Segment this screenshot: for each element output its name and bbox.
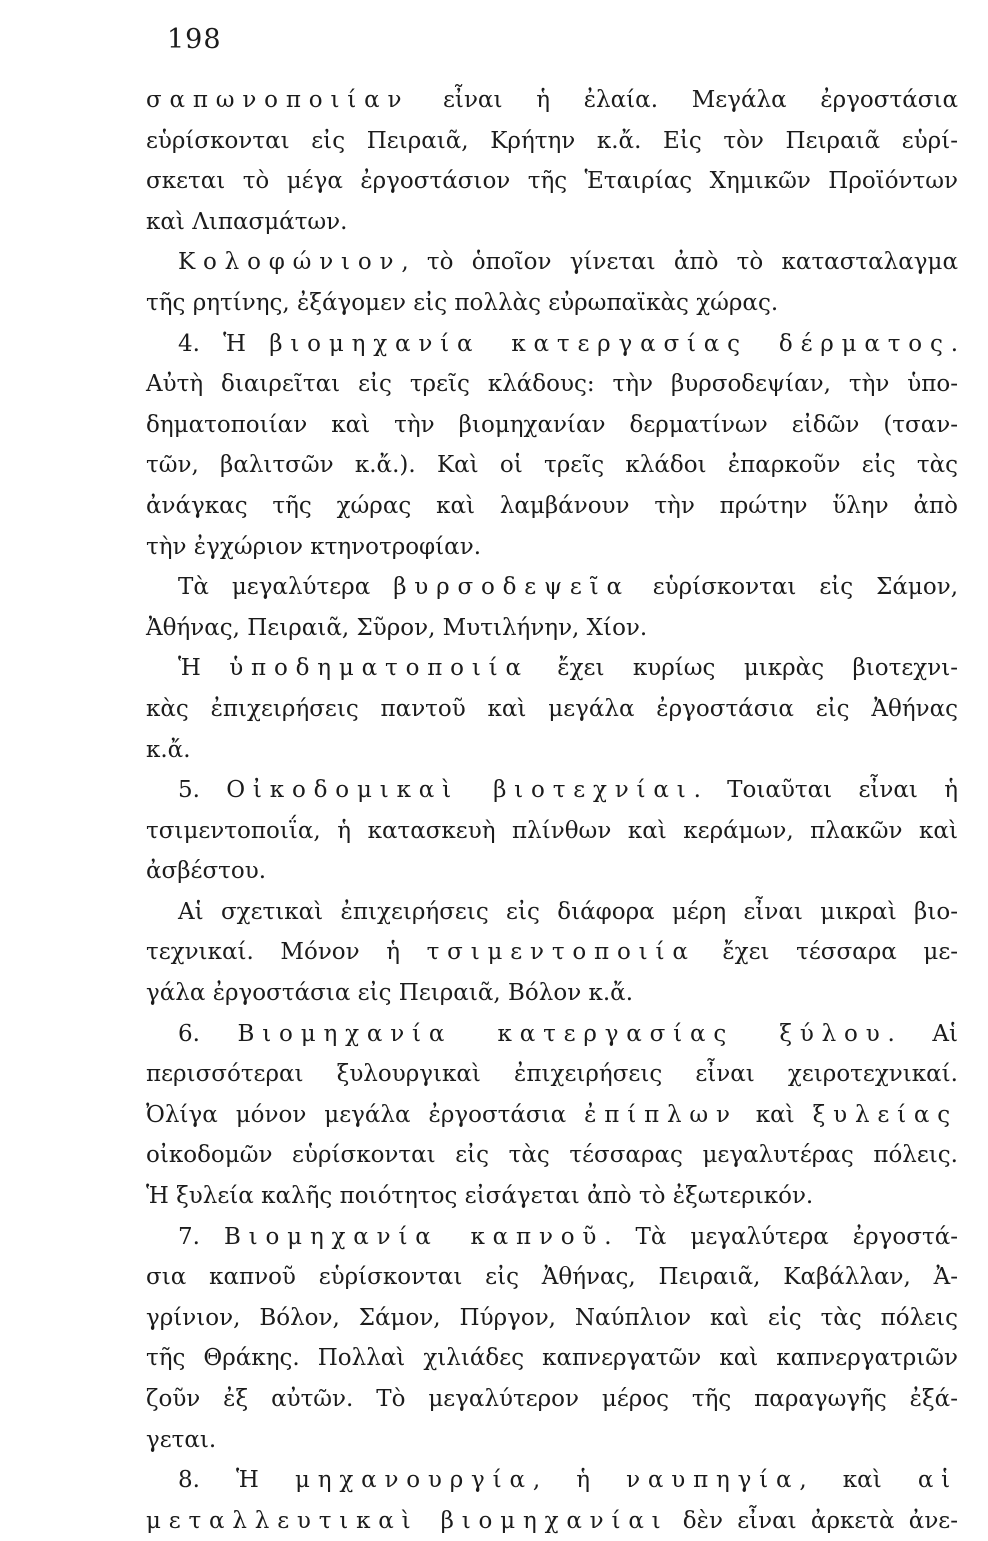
spaced-emphasis-text: μηχανουργία: [294, 1467, 533, 1494]
text-segment: Ἀθήνας, Πειραιᾶ, Σῦρον, Μυτιλήνην, Χίον.: [146, 614, 648, 641]
text-line: [146, 1135, 958, 1176]
text-line: [146, 121, 958, 162]
text-line: [146, 851, 958, 892]
text-line: [146, 567, 958, 608]
text-line: [146, 730, 958, 771]
text-segment: . Τὰ μεγαλύτερα ἐργοστά-: [604, 1223, 958, 1250]
text-line: [146, 932, 958, 973]
text-line: [146, 1460, 958, 1501]
page-number: 198: [167, 24, 222, 55]
text-line: [146, 242, 958, 283]
text-segment: δηματοποιίαν καὶ τὴν βιομηχανίαν δερματίνων εἰδῶν (τσαν-: [146, 411, 958, 438]
text-line: [146, 445, 958, 486]
text-segment: καὶ: [737, 1101, 813, 1128]
spaced-emphasis-text: Βιομηχανία καπνοῦ: [223, 1223, 605, 1250]
text-segment: Τὰ μεγαλύτερα: [178, 574, 394, 601]
text-segment: τῶν, βαλιτσῶν κ.ἄ.). Καὶ οἱ τρεῖς κλάδοι ἐπαρκοῦν εἰς τὰς: [146, 452, 958, 479]
spaced-emphasis-text: βυρσοδεψεῖα: [393, 574, 630, 601]
text-segment: ἔχει τέσσαρα με-: [695, 939, 959, 966]
text-segment: τσιμεντοποιΐα, ἡ κατασκευὴ πλίνθων καὶ κεράμων, πλακῶν καὶ: [146, 817, 958, 844]
text-segment: . Αἱ: [887, 1020, 958, 1047]
text-segment: .: [950, 330, 958, 357]
text-segment: τῆς Θράκης. Πολλαὶ χιλιάδες καπνεργατῶν καὶ καπνεργατριῶν: [146, 1345, 958, 1372]
spaced-emphasis-text: ναυπηγία: [626, 1467, 800, 1494]
text-segment: εὑρίσκονται εἰς Πειραιᾶ, Κρήτην κ.ἄ. Εἰς τὸν Πειραιᾶ εὑρί-: [146, 127, 958, 154]
spaced-emphasis-text: μεταλλευτικαὶ βιομηχανίαι: [146, 1507, 669, 1534]
text-segment: ἔχει κυρίως μικρὰς βιοτεχνι-: [528, 655, 959, 682]
text-line: [146, 486, 958, 527]
text-segment: δὲν εἶναι ἀρκετὰ ἀνε-: [668, 1507, 958, 1534]
text-line: [146, 364, 958, 405]
text-segment: , καὶ: [799, 1467, 918, 1494]
text-line: [146, 1095, 958, 1136]
text-segment: καὶ Λιπασμάτων.: [146, 208, 348, 235]
text-segment: 7.: [178, 1223, 224, 1250]
text-line: [146, 1257, 958, 1298]
spaced-emphasis-text: σαπωνοποιίαν: [146, 87, 410, 113]
text-segment: 8. Ἡ: [178, 1467, 295, 1494]
text-segment: οἰκοδομῶν εὑρίσκονται εἰς τὰς τέσσαρας μεγαλυτέρας πόλεις.: [146, 1142, 958, 1169]
text-segment: , τὸ ὁποῖον γίνεται ἀπὸ τὸ κατασταλαγμα: [401, 249, 958, 276]
text-segment: , ἡ: [532, 1467, 627, 1494]
text-line: [146, 1054, 958, 1095]
spaced-emphasis-text: Βιομηχανία κατεργασίας ξύλου: [237, 1020, 888, 1047]
spaced-emphasis-text: Κολοφώνιον: [178, 249, 402, 276]
text-segment: . Τοιαῦται εἶναι ἡ: [693, 777, 958, 804]
text-segment: ἀσβέστου.: [146, 858, 267, 885]
text-line: [146, 648, 958, 689]
text-segment: γάλα ἐργοστάσια εἰς Πειραιᾶ, Βόλον κ.ἄ.: [146, 980, 634, 1007]
text-segment: εὑρίσκονται εἰς Σάμον,: [629, 574, 959, 601]
spaced-emphasis-text: ἐπίπλων: [584, 1101, 738, 1128]
text-line: [146, 1338, 958, 1379]
text-line: [146, 1217, 958, 1258]
text-line: [146, 689, 958, 730]
text-line: [146, 1176, 958, 1217]
text-line: [146, 405, 958, 446]
text-segment: κ.ἄ.: [146, 736, 191, 763]
text-segment: περισσότεραι ξυλουργικαὶ ἐπιχειρήσεις εἶναι χειροτεχνικαί.: [146, 1061, 958, 1088]
text-segment: Αὐτὴ διαιρεῖται εἰς τρεῖς κλάδους: τὴν βυρσοδεψίαν, τὴν ὑπο-: [146, 371, 958, 398]
spaced-emphasis-text: Οἰκοδομικαὶ βιοτεχνίαι: [226, 777, 694, 804]
text-segment: τὴν ἐγχώριον κτηνοτροφίαν.: [146, 533, 482, 560]
spaced-emphasis-text: ὑποδηματοποιία: [229, 655, 529, 682]
text-segment: σια καπνοῦ εὑρίσκονται εἰς Ἀθήνας, Πειραιᾶ, Καβάλλαν, Ἀ-: [146, 1264, 958, 1291]
text-line: [146, 973, 958, 1014]
text-line: [146, 283, 958, 324]
text-segment: Ἡ ξυλεία καλῆς ποιότητος εἰσάγεται ἀπὸ τὸ ἐξωτερικόν.: [146, 1183, 814, 1210]
spaced-emphasis-text: ξυλείας: [812, 1101, 958, 1128]
text-line: [146, 1501, 958, 1541]
spaced-emphasis-text: αἱ: [917, 1467, 959, 1494]
text-segment: γεται.: [146, 1426, 217, 1453]
text-segment: γρίνιον, Βόλον, Σάμον, Πύργον, Ναύπλιον καὶ εἰς τὰς πόλεις: [146, 1304, 958, 1331]
text-line: [146, 892, 958, 933]
text-segment: εἶναι ἡ ἐλαία. Μεγάλα ἐργοστάσια: [409, 87, 958, 113]
spaced-emphasis-text: βιομηχανία κατεργασίας δέρματος: [269, 330, 951, 357]
text-segment: 6.: [178, 1020, 238, 1047]
text-line: [146, 770, 958, 811]
text-segment: Ὀλίγα μόνον μεγάλα ἐργοστάσια: [146, 1101, 585, 1128]
text-segment: Αἱ σχετικαὶ ἐπιχειρήσεις εἰς διάφορα μέρη εἶναι μικραὶ βιο-: [178, 898, 958, 925]
text-line: [146, 1014, 958, 1055]
text-line: [146, 80, 958, 121]
text-line: [146, 161, 958, 202]
text-line: [146, 811, 958, 852]
text-line: [146, 608, 958, 649]
text-segment: κὰς ἐπιχειρήσεις παντοῦ καὶ μεγάλα ἐργοστάσια εἰς Ἀθήνας: [146, 695, 958, 722]
text-segment: Ἡ: [178, 655, 230, 682]
text-line: [146, 202, 958, 243]
body-text: [146, 80, 958, 1541]
text-line: [146, 1298, 958, 1339]
text-line: [146, 527, 958, 568]
text-segment: ἀνάγκας τῆς χώρας καὶ λαμβάνουν τὴν πρώτην ὕλην ἀπὸ: [146, 492, 958, 519]
text-segment: 5.: [178, 777, 227, 804]
text-segment: σκεται τὸ μέγα ἐργοστάσιον τῆς Ἑταιρίας Χημικῶν Προϊόντων: [146, 168, 958, 195]
text-segment: 4. Ἡ: [178, 330, 270, 357]
text-segment: ζοῦν ἐξ αὐτῶν. Τὸ μεγαλύτερον μέρος τῆς παραγωγῆς ἐξά-: [146, 1386, 958, 1412]
spaced-emphasis-text: τσιμεντοποιία: [426, 939, 696, 966]
text-line: [146, 324, 958, 365]
text-line: [146, 1420, 958, 1461]
text-segment: τεχνικαί. Μόνον ἡ: [146, 939, 427, 966]
text-segment: τῆς ρητίνης, ἐξάγομεν εἰς πολλὰς εὐρωπαϊκὰς χώρας.: [146, 289, 779, 316]
text-line: [146, 1379, 958, 1420]
